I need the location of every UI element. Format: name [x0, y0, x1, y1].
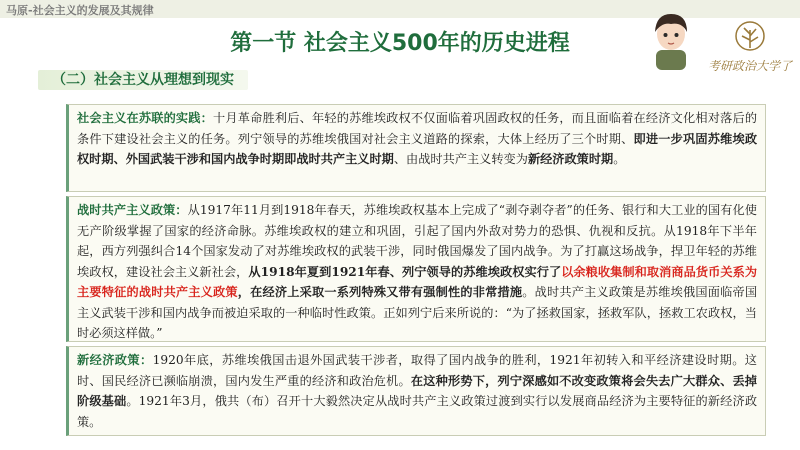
war-communism-highlight: 以余粮收集制和取消商品货币关系为主要特征的战时共产主义政策	[77, 264, 758, 299]
nep-emphasis: 在这种形势下，列宁深感如不改变政策将会失去广大群众、丢掉阶级基础	[77, 373, 757, 408]
ussr-practice-emphasis-2: 新经济政策时期	[527, 152, 614, 166]
nep-text-2: 。1921年3月，俄共（布）召开十大毅然决定从战时共产主义政策过渡到实行以发展商品经济为主要特征的新经济政策。	[77, 394, 758, 429]
war-communism-box	[66, 196, 766, 342]
war-communism-emphasis: 从1918年夏到1921年春、列宁领导的苏维埃政权实行了	[248, 264, 562, 279]
ussr-practice-text: 十月革命胜利后、年轻的苏维埃政权不仅面临着巩固政权的任务，而且面临着在经济文化相对落后的条件下建设社会主义的任务。列宁领导的苏维埃俄国对社会主义道路的探索，大体上经历了三个时期、	[77, 111, 758, 146]
page-title: 第一节 社会主义500年的历史进程	[230, 31, 570, 56]
ussr-practice-text-2: 、由战时共产主义转变为	[393, 152, 528, 166]
tree-icon	[704, 18, 796, 78]
brand-logo	[704, 18, 796, 78]
war-communism-text: 从1917年11月到1918年春天，苏维埃政权基本上完成了“剥夺剥夺者”的任务、银行和大工业的国有化使无产阶级掌握了国家的经济命脉。苏维埃政权的建立和巩固，引起了国内外敌对势力的恐惧、仇视和反抗。从1918年下半年起，西方列强纠合14个国家发动了对苏维埃政权的武装干涉，同时俄国爆发了国内战争。为了打赢这场战争，捍卫年轻的苏维埃政权，建设社会主义新社会，	[77, 203, 757, 279]
ussr-practice-heading: 社会主义在苏联的实践：	[77, 111, 214, 125]
course-title: 马原-社会主义的发展及其规律	[6, 4, 154, 17]
avatar	[642, 6, 700, 70]
ussr-practice-box	[66, 104, 766, 192]
ussr-practice-text-3: 。	[613, 152, 626, 166]
nep-text: 1920年底，苏维埃俄国击退外国武装干涉者，取得了国内战争的胜利，1921年初转入和平经济建设时期。这时、国民经济已濒临崩溃，国内发生严重的经济和政治危机。	[77, 353, 757, 388]
ussr-practice-emphasis: 即进一步巩固苏维埃政权时期、外国武装干涉和国内战争时期即战时共产主义时期	[77, 131, 758, 166]
nep-box	[66, 346, 766, 436]
war-communism-emphasis-2: ，在经济上采取一系列特殊又带有强制性的非常措施	[237, 285, 523, 299]
war-communism-heading: 战时共产主义政策：	[77, 203, 188, 217]
nep-heading: 新经济政策：	[77, 353, 153, 367]
svg-text:考研政治大学了: 考研政治大学了	[707, 59, 793, 73]
war-communism-text-2: 。战时共产主义政策是苏维埃俄国面临帝国主义武装干涉和国内战争而被迫采取的一种临时性政策。正如列宁后来所说的：“为了拯救国家，拯救军队，拯救工农政权，当时必须这样做。”	[77, 285, 758, 340]
section-heading: （二）社会主义从理想到现实	[38, 70, 248, 90]
